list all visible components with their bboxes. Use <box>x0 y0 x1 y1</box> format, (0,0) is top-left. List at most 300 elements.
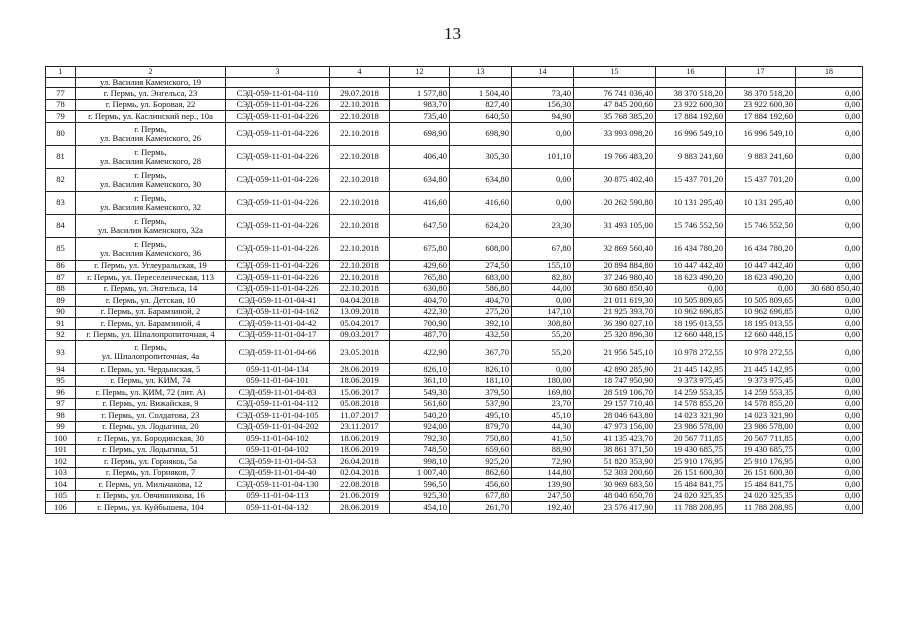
cell-13: 925,20 <box>450 456 512 468</box>
cell-12: 634,80 <box>390 168 450 191</box>
table-row <box>46 479 863 491</box>
table-row <box>46 99 863 111</box>
cell-13: 879,70 <box>450 421 512 433</box>
cell-date: 18.06.2019 <box>330 375 390 387</box>
cell-date: 18.06.2019 <box>330 433 390 445</box>
cell-12: 925,30 <box>390 490 450 502</box>
table-row <box>46 122 863 145</box>
cell-date: 11.07.2017 <box>330 410 390 422</box>
cell-17: 38 370 518,20 <box>726 88 796 100</box>
cell-16: 18 623 490,20 <box>656 272 726 284</box>
address-line: ул. Василия Каменского, 30 <box>99 178 202 189</box>
cell-17: 21 445 142,95 <box>726 364 796 376</box>
cell-17: 14 578 855,20 <box>726 398 796 410</box>
cell-13: 274,50 <box>450 260 512 272</box>
cell-17: 10 505 809,65 <box>726 295 796 307</box>
cell-doc: СЭД-059-11-01-04-130 <box>226 479 330 491</box>
cell-17: 23 986 578,00 <box>726 421 796 433</box>
cell-number: 81 <box>46 145 76 168</box>
cell-13: 698,90 <box>450 122 512 145</box>
cell-15: 51 820 353,90 <box>574 456 656 468</box>
cell-number: 93 <box>46 341 76 364</box>
table-row <box>46 467 863 479</box>
cell-14: 0,00 <box>512 122 574 145</box>
table-row <box>46 283 863 295</box>
cell-12: 630,80 <box>390 283 450 295</box>
cell-15: 33 993 098,20 <box>574 122 656 145</box>
cell-18: 0,00 <box>796 88 863 100</box>
cell-16: 24 020 325,35 <box>656 490 726 502</box>
table-row <box>46 306 863 318</box>
cell-15: 31 493 105,00 <box>574 214 656 237</box>
cell-number: 77 <box>46 88 76 100</box>
cell-13: 608,00 <box>450 237 512 260</box>
cell-18: 0,00 <box>796 398 863 410</box>
cell-14: 0,00 <box>512 168 574 191</box>
cell-address <box>76 168 226 191</box>
cell-12: 983,70 <box>390 99 450 111</box>
cell-13: 392,10 <box>450 318 512 330</box>
cell-date <box>330 78 390 88</box>
cell-15: 29 157 710,40 <box>574 398 656 410</box>
cell-13: 826,10 <box>450 364 512 376</box>
cell-12: 826,10 <box>390 364 450 376</box>
cell-18: 0,00 <box>796 122 863 145</box>
cell-13: 750,80 <box>450 433 512 445</box>
cell-17: 9 373 975,45 <box>726 375 796 387</box>
table-row <box>46 145 863 168</box>
cell-13: 275,20 <box>450 306 512 318</box>
cell-15: 38 861 371,50 <box>574 444 656 456</box>
cell-number: 92 <box>46 329 76 341</box>
table-row <box>46 237 863 260</box>
cell-15: 35 768 385,20 <box>574 111 656 123</box>
cell-18: 0,00 <box>796 490 863 502</box>
cell-13: 305,30 <box>450 145 512 168</box>
cell-14: 169,80 <box>512 387 574 399</box>
cell-17: 0,00 <box>726 283 796 295</box>
cell-doc: 059-11-01-04-134 <box>226 364 330 376</box>
cell-address <box>76 260 226 272</box>
cell-12: 361,10 <box>390 375 450 387</box>
table-row <box>46 375 863 387</box>
cell-address <box>76 329 226 341</box>
cell-doc: СЭД-059-11-01-04-226 <box>226 260 330 272</box>
cell-doc: 059-11-01-04-101 <box>226 375 330 387</box>
cell-13: 537,90 <box>450 398 512 410</box>
cell-16: 10 978 272,55 <box>656 341 726 364</box>
cell-18: 0,00 <box>796 99 863 111</box>
cell-13: 181,10 <box>450 375 512 387</box>
cell-15: 30 680 850,40 <box>574 283 656 295</box>
cell-16: 14 259 553,35 <box>656 387 726 399</box>
cell-18: 30 680 850,40 <box>796 283 863 295</box>
cell-12: 404,70 <box>390 295 450 307</box>
cell-12: 561,60 <box>390 398 450 410</box>
cell-16: 23 922 600,30 <box>656 99 726 111</box>
cell-doc: СЭД-059-11-01-04-226 <box>226 145 330 168</box>
cell-number: 94 <box>46 364 76 376</box>
cell-13: 404,70 <box>450 295 512 307</box>
table-row <box>46 295 863 307</box>
table-row <box>46 456 863 468</box>
cell-14: 41,50 <box>512 433 574 445</box>
address-line: г. Пермь, ул. Углеуральская, 19 <box>94 260 207 271</box>
column-header: 18 <box>796 67 863 78</box>
cell-number: 106 <box>46 502 76 514</box>
address-line: г. Пермь, <box>134 146 167 157</box>
cell-17: 26 151 600,30 <box>726 467 796 479</box>
cell-14: 55,20 <box>512 329 574 341</box>
cell-18: 0,00 <box>796 410 863 422</box>
cell-doc: 059-11-01-04-102 <box>226 444 330 456</box>
table-row <box>46 502 863 514</box>
cell-address: ул. Василия Каменского, 19 <box>76 78 226 88</box>
column-header: 2 <box>76 67 226 78</box>
cell-14: 88,90 <box>512 444 574 456</box>
address-line: г. Пермь, ул. Каслинский пер., 10а <box>88 110 213 121</box>
cell-18: 0,00 <box>796 191 863 214</box>
address-line: г. Пермь, ул. Энгельса, 23 <box>103 87 198 98</box>
cell-12: 675,80 <box>390 237 450 260</box>
cell-14: 247,50 <box>512 490 574 502</box>
table-row <box>46 111 863 123</box>
cell-number: 95 <box>46 375 76 387</box>
cell-12: 422,30 <box>390 306 450 318</box>
address-line: г. Пермь, ул. Куйбышева, 104 <box>97 501 204 512</box>
address-line: ул. Василия Каменского, 32 <box>99 201 202 212</box>
cell-number <box>46 78 76 88</box>
cell-number: 78 <box>46 99 76 111</box>
cell-number: 91 <box>46 318 76 330</box>
cell-18: 0,00 <box>796 214 863 237</box>
address-line: г. Пермь, <box>134 342 167 352</box>
cell-17: 15 746 552,50 <box>726 214 796 237</box>
continuation-row <box>46 78 863 88</box>
cell-doc: 059-11-01-04-113 <box>226 490 330 502</box>
cell-13 <box>450 78 512 88</box>
table-row <box>46 490 863 502</box>
cell-doc: СЭД-059-11-01-04-40 <box>226 467 330 479</box>
address-line: г. Пермь, ул. Лодыгина, 51 <box>102 444 199 455</box>
cell-16: 15 437 701,20 <box>656 168 726 191</box>
cell-number: 89 <box>46 295 76 307</box>
cell-address <box>76 122 226 145</box>
cell-doc: СЭД-059-11-01-04-17 <box>226 329 330 341</box>
cell-doc: СЭД-059-11-01-04-226 <box>226 214 330 237</box>
cell-address <box>76 433 226 445</box>
cell-15: 41 135 423,70 <box>574 433 656 445</box>
cell-17: 16 434 780,20 <box>726 237 796 260</box>
cell-15: 30 969 683,50 <box>574 479 656 491</box>
cell-doc: СЭД-059-11-01-04-105 <box>226 410 330 422</box>
cell-12: 406,40 <box>390 145 450 168</box>
cell-date: 22.10.2018 <box>330 99 390 111</box>
table-row <box>46 329 863 341</box>
cell-13: 659,60 <box>450 444 512 456</box>
cell-18: 0,00 <box>796 364 863 376</box>
address-line: г. Пермь, <box>134 192 167 203</box>
cell-13: 261,70 <box>450 502 512 514</box>
address-line: г. Пермь, ул. КИМ, 74 <box>110 375 191 386</box>
register-table <box>45 66 863 514</box>
cell-14: 0,00 <box>512 295 574 307</box>
address-line: ул. Шпалопропиточная, 4а <box>101 351 200 362</box>
table-row <box>46 168 863 191</box>
cell-16: 25 910 176,95 <box>656 456 726 468</box>
cell-number: 80 <box>46 122 76 145</box>
address-line: г. Пермь, ул. Энгельса, 14 <box>103 283 198 294</box>
cell-13: 367,70 <box>450 341 512 364</box>
column-number-row <box>46 67 863 78</box>
cell-14 <box>512 78 574 88</box>
cell-17: 9 883 241,60 <box>726 145 796 168</box>
cell-18: 0,00 <box>796 456 863 468</box>
cell-15: 19 766 483,20 <box>574 145 656 168</box>
column-header: 3 <box>226 67 330 78</box>
cell-17: 11 788 208,95 <box>726 502 796 514</box>
cell-address <box>76 341 226 364</box>
cell-16: 18 195 013,55 <box>656 318 726 330</box>
cell-15: 48 040 650,70 <box>574 490 656 502</box>
cell-date: 21.06.2019 <box>330 490 390 502</box>
cell-16: 10 962 696,85 <box>656 306 726 318</box>
cell-number: 97 <box>46 398 76 410</box>
table-row <box>46 410 863 422</box>
cell-number: 90 <box>46 306 76 318</box>
cell-address <box>76 502 226 514</box>
column-header: 1 <box>46 67 76 78</box>
cell-address <box>76 318 226 330</box>
cell-17: 19 430 685,75 <box>726 444 796 456</box>
cell-doc: СЭД-059-11-01-04-226 <box>226 191 330 214</box>
table-row <box>46 191 863 214</box>
cell-address <box>76 283 226 295</box>
cell-number: 98 <box>46 410 76 422</box>
cell-18: 0,00 <box>796 306 863 318</box>
cell-doc: СЭД-059-11-01-04-226 <box>226 111 330 123</box>
cell-17: 16 996 549,10 <box>726 122 796 145</box>
cell-15: 30 875 402,40 <box>574 168 656 191</box>
cell-18: 0,00 <box>796 260 863 272</box>
cell-16: 10 131 295,40 <box>656 191 726 214</box>
cell-date: 22.10.2018 <box>330 145 390 168</box>
cell-date: 04.04.2018 <box>330 295 390 307</box>
cell-12: 596,50 <box>390 479 450 491</box>
cell-address <box>76 375 226 387</box>
cell-18: 0,00 <box>796 479 863 491</box>
cell-doc: СЭД-059-11-01-04-226 <box>226 237 330 260</box>
cell-15: 36 390 027,10 <box>574 318 656 330</box>
cell-14: 101,10 <box>512 145 574 168</box>
cell-18: 0,00 <box>796 145 863 168</box>
address-line: г. Пермь, ул. Мильчакова, 12 <box>98 478 203 489</box>
address-line: ул. Василия Каменского, 32а <box>98 224 203 235</box>
cell-14: 147,10 <box>512 306 574 318</box>
cell-13: 827,40 <box>450 99 512 111</box>
cell-13: 624,20 <box>450 214 512 237</box>
cell-date: 22.08.2018 <box>330 479 390 491</box>
cell-date: 22.10.2018 <box>330 260 390 272</box>
cell-12: 698,90 <box>390 122 450 145</box>
cell-12: 765,80 <box>390 272 450 284</box>
cell-address <box>76 467 226 479</box>
cell-18 <box>796 78 863 88</box>
cell-17: 17 884 192,60 <box>726 111 796 123</box>
cell-date: 05.04.2017 <box>330 318 390 330</box>
cell-16: 16 434 780,20 <box>656 237 726 260</box>
address-line: г. Пермь, ул. Бородинская, 30 <box>97 432 204 443</box>
cell-14: 67,80 <box>512 237 574 260</box>
cell-address <box>76 410 226 422</box>
cell-17: 10 978 272,55 <box>726 341 796 364</box>
cell-18: 0,00 <box>796 502 863 514</box>
cell-date: 22.10.2018 <box>330 111 390 123</box>
cell-17: 10 447 442,40 <box>726 260 796 272</box>
cell-17: 20 567 711,85 <box>726 433 796 445</box>
page-number: 13 <box>444 24 461 43</box>
cell-date: 23.11.2017 <box>330 421 390 433</box>
cell-date: 22.10.2018 <box>330 272 390 284</box>
table-row <box>46 387 863 399</box>
cell-doc <box>226 78 330 88</box>
cell-14: 55,20 <box>512 341 574 364</box>
cell-address <box>76 456 226 468</box>
table-row <box>46 364 863 376</box>
cell-16: 0,00 <box>656 283 726 295</box>
cell-17: 14 259 553,35 <box>726 387 796 399</box>
address-line: ул. Василия Каменского, 26 <box>99 132 202 143</box>
column-header: 17 <box>726 67 796 78</box>
cell-doc: СЭД-059-11-01-04-83 <box>226 387 330 399</box>
cell-15: 21 011 619,30 <box>574 295 656 307</box>
cell-16: 9 373 975,45 <box>656 375 726 387</box>
cell-14: 139,90 <box>512 479 574 491</box>
cell-address <box>76 306 226 318</box>
cell-date: 22.10.2018 <box>330 168 390 191</box>
cell-12: 700,90 <box>390 318 450 330</box>
cell-14: 23,30 <box>512 214 574 237</box>
cell-14: 156,30 <box>512 99 574 111</box>
cell-18: 0,00 <box>796 467 863 479</box>
address-line: г. Пермь, ул. Овчинникова, 16 <box>96 490 205 501</box>
cell-16: 21 445 142,95 <box>656 364 726 376</box>
cell-date: 15.06.2017 <box>330 387 390 399</box>
cell-date: 05.08.2018 <box>330 398 390 410</box>
cell-15: 28 519 106,70 <box>574 387 656 399</box>
address-line: г. Пермь, ул. Горняков, 7 <box>105 467 196 478</box>
cell-14: 144,80 <box>512 467 574 479</box>
cell-17: 10 962 696,85 <box>726 306 796 318</box>
cell-14: 23,70 <box>512 398 574 410</box>
cell-doc: СЭД-059-11-01-04-226 <box>226 99 330 111</box>
cell-17 <box>726 78 796 88</box>
cell-13: 640,50 <box>450 111 512 123</box>
cell-address <box>76 364 226 376</box>
cell-15: 23 576 417,90 <box>574 502 656 514</box>
cell-address <box>76 191 226 214</box>
cell-date: 22.10.2018 <box>330 283 390 295</box>
cell-18: 0,00 <box>796 272 863 284</box>
cell-15: 42 890 285,90 <box>574 364 656 376</box>
cell-17: 12 660 448,15 <box>726 329 796 341</box>
cell-date: 28.06.2019 <box>330 364 390 376</box>
cell-15: 21 956 545,10 <box>574 341 656 364</box>
cell-12: 1 007,40 <box>390 467 450 479</box>
cell-17: 23 922 600,30 <box>726 99 796 111</box>
table-row <box>46 341 863 364</box>
address-line: г. Пермь, <box>134 123 167 134</box>
cell-15: 47 973 156,00 <box>574 421 656 433</box>
cell-doc: СЭД-059-11-01-04-226 <box>226 168 330 191</box>
cell-18: 0,00 <box>796 421 863 433</box>
cell-address <box>76 237 226 260</box>
cell-14: 82,80 <box>512 272 574 284</box>
cell-date: 22.10.2018 <box>330 237 390 260</box>
cell-doc: 059-11-01-04-102 <box>226 433 330 445</box>
cell-12: 998,10 <box>390 456 450 468</box>
cell-doc: СЭД-059-11-01-04-110 <box>226 88 330 100</box>
cell-date: 22.10.2018 <box>330 214 390 237</box>
cell-12: 422,90 <box>390 341 450 364</box>
cell-16: 14 023 321,90 <box>656 410 726 422</box>
cell-16: 16 996 549,10 <box>656 122 726 145</box>
cell-12: 416,60 <box>390 191 450 214</box>
table-row <box>46 272 863 284</box>
cell-16: 26 151 600,30 <box>656 467 726 479</box>
cell-12: 735,40 <box>390 111 450 123</box>
cell-18: 0,00 <box>796 168 863 191</box>
cell-14: 192,40 <box>512 502 574 514</box>
cell-18: 0,00 <box>796 111 863 123</box>
cell-18: 0,00 <box>796 318 863 330</box>
cell-date: 13.09.2018 <box>330 306 390 318</box>
cell-17: 15 484 841,75 <box>726 479 796 491</box>
address-line: г. Пермь, ул. Барамзиной, 4 <box>100 317 201 328</box>
cell-14: 44,30 <box>512 421 574 433</box>
cell-16: 14 578 855,20 <box>656 398 726 410</box>
cell-15: 76 741 036,40 <box>574 88 656 100</box>
cell-16: 10 505 809,65 <box>656 295 726 307</box>
table-row <box>46 398 863 410</box>
cell-18: 0,00 <box>796 433 863 445</box>
cell-18: 0,00 <box>796 375 863 387</box>
cell-13: 634,80 <box>450 168 512 191</box>
cell-18: 0,00 <box>796 237 863 260</box>
cell-12: 748,50 <box>390 444 450 456</box>
cell-18: 0,00 <box>796 329 863 341</box>
cell-13: 379,50 <box>450 387 512 399</box>
cell-14: 155,10 <box>512 260 574 272</box>
address-line: г. Пермь, ул. Солдатова, 23 <box>101 409 200 420</box>
address-line: г. Пермь, <box>134 238 167 249</box>
cell-15: 47 845 200,60 <box>574 99 656 111</box>
cell-15: 20 894 884,80 <box>574 260 656 272</box>
cell-15: 37 246 980,40 <box>574 272 656 284</box>
cell-address <box>76 272 226 284</box>
cell-14: 0,00 <box>512 364 574 376</box>
cell-15: 28 046 643,80 <box>574 410 656 422</box>
cell-17: 18 195 013,55 <box>726 318 796 330</box>
table-row <box>46 421 863 433</box>
cell-14: 45,10 <box>512 410 574 422</box>
table-row <box>46 318 863 330</box>
cell-doc: СЭД-059-11-01-04-226 <box>226 122 330 145</box>
cell-16: 19 430 685,75 <box>656 444 726 456</box>
address-line: г. Пермь, ул. КИМ, 72 (лит. А) <box>95 386 206 397</box>
cell-date: 09.03.2017 <box>330 329 390 341</box>
cell-16: 11 788 208,95 <box>656 502 726 514</box>
